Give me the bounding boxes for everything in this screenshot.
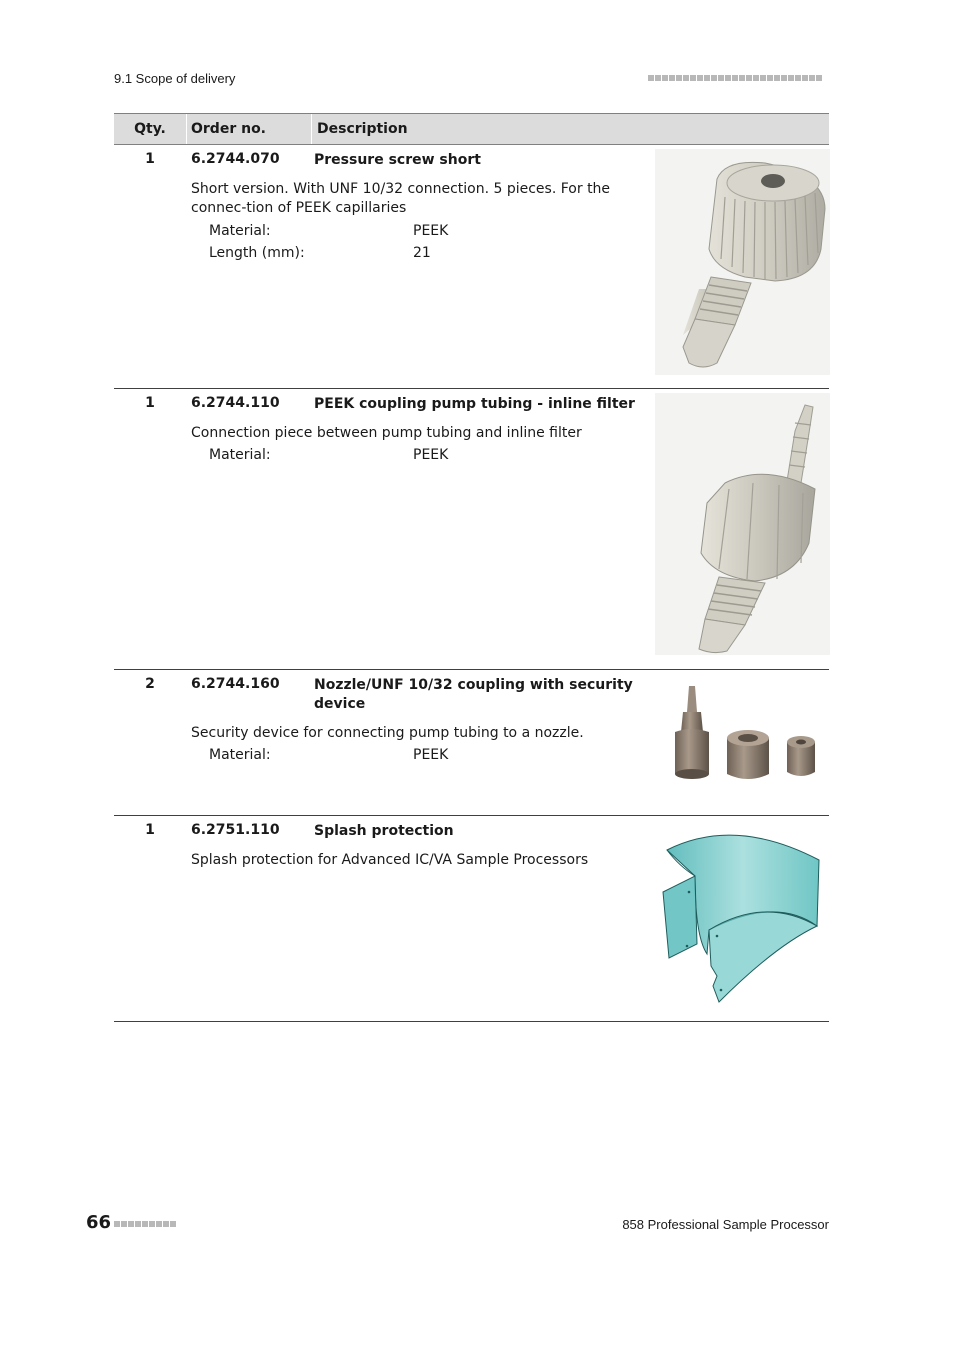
nozzle-coupling-image [655, 682, 830, 784]
header-decoration [648, 75, 822, 81]
spec-key: Material: [209, 747, 271, 763]
spec-row [209, 747, 448, 763]
spec-key: Length (mm): [209, 245, 305, 261]
row-qty: 1 [145, 151, 155, 167]
running-header: 9.1 Scope of delivery [114, 71, 236, 86]
splash-protection-image [655, 826, 830, 1006]
spec-row [209, 447, 448, 463]
spec-value: 21 [413, 245, 431, 261]
column-header-description: Description [317, 121, 408, 137]
row-description: Short version. With UNF 10/32 connection. 5 pieces. For the connec-tion of PEEK capillaries [191, 181, 611, 216]
table-row [114, 389, 829, 670]
row-order-no: 6.2744.110 [191, 395, 280, 411]
row-qty: 2 [145, 676, 155, 692]
running-footer: 858 Professional Sample Processor [622, 1217, 829, 1232]
row-title: Pressure screw short [314, 152, 481, 168]
row-order-no: 6.2744.070 [191, 151, 280, 167]
row-description: Connection piece between pump tubing and inline filter [191, 425, 582, 441]
spec-key: Material: [209, 447, 271, 463]
row-title: Nozzle/UNF 10/32 coupling with security device [314, 677, 633, 712]
spec-row [209, 245, 431, 261]
page-number: 66 [86, 1212, 112, 1233]
row-order-no: 6.2751.110 [191, 822, 280, 838]
spec-value: PEEK [413, 223, 449, 239]
spec-row [209, 223, 448, 239]
coupling-image [655, 393, 830, 655]
table-row [114, 145, 829, 389]
row-title: Splash protection [314, 823, 454, 839]
spec-key: Material: [209, 223, 271, 239]
row-qty: 1 [145, 395, 155, 411]
table-header [114, 113, 829, 145]
table-row [114, 670, 829, 816]
row-title: PEEK coupling pump tubing - inline filter [314, 396, 635, 412]
table-row [114, 816, 829, 1022]
scope-of-delivery-table [114, 113, 829, 1022]
spec-value: PEEK [413, 447, 449, 463]
row-description: Security device for connecting pump tubing to a nozzle. [191, 725, 584, 741]
row-qty: 1 [145, 822, 155, 838]
column-header-order-no: Order no. [187, 114, 312, 144]
footer-decoration [114, 1221, 176, 1227]
row-order-no: 6.2744.160 [191, 676, 280, 692]
spec-value: PEEK [413, 747, 449, 763]
pressure-screw-image [655, 149, 830, 375]
row-description: Splash protection for Advanced IC/VA Sample Processors [191, 852, 589, 868]
column-header-qty: Qty. [114, 114, 187, 144]
